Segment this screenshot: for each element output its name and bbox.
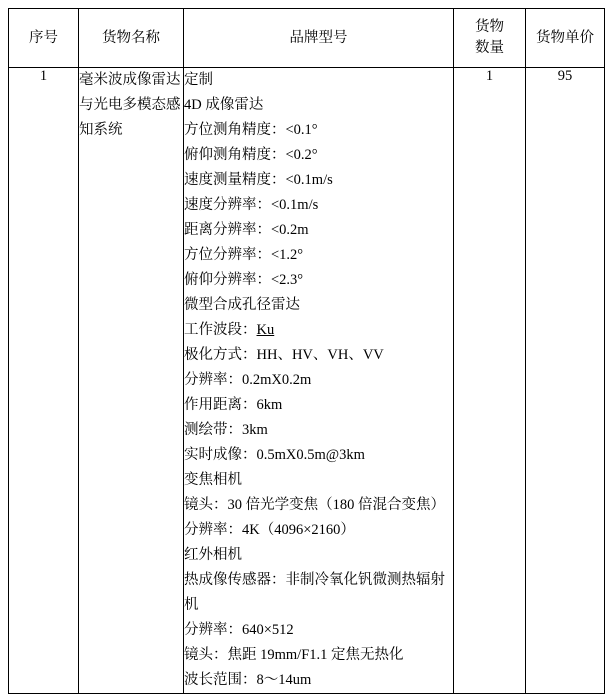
model-spec-line: 分辨率：4K（4096×2160）: [184, 522, 355, 538]
cell-brand-model: [184, 68, 454, 694]
model-spec-line: 作用距离：6km: [184, 397, 283, 413]
table-header-row: [9, 9, 605, 68]
column-header-no: [9, 9, 79, 68]
model-spec-line: 实时成像：0.5mX0.5m@3km: [184, 447, 365, 463]
column-header-name-inner: [79, 9, 183, 67]
column-header-name: [79, 9, 184, 68]
table-header: [9, 9, 605, 68]
column-header-quantity-line2: 数量: [475, 40, 504, 56]
model-spec-line: 测绘带：3km: [184, 422, 268, 438]
model-spec-line: 镜头：30 倍光学变焦（180 倍混合变焦）: [184, 497, 445, 513]
model-spec-line: 定制: [184, 72, 213, 88]
column-header-name-label: 货物名称: [102, 29, 160, 46]
cell-row-number: 1: [9, 68, 79, 694]
table-row: [9, 68, 605, 694]
model-spec-line: 变焦相机: [184, 472, 242, 488]
specification-table: [8, 8, 605, 694]
column-header-model: [184, 9, 454, 68]
column-header-no-inner: [9, 9, 78, 67]
model-spec-line: 分辨率：640×512: [184, 622, 294, 638]
column-header-model-label: 品牌型号: [289, 29, 348, 46]
column-header-quantity-line1: 货物: [475, 19, 504, 35]
model-spec-line: 俯仰测角精度：<0.2°: [184, 147, 318, 163]
column-header-price-inner: [526, 9, 604, 67]
model-spec-line: 速度分辨率：<0.1m/s: [184, 197, 319, 213]
model-spec-line: 方位测角精度：<0.1°: [184, 122, 318, 138]
cell-quantity: 1: [454, 68, 526, 694]
column-header-model-inner: [184, 9, 453, 67]
model-spec-line: 距离分辨率：<0.2m: [184, 222, 309, 238]
model-spec-line: 4D 成像雷达: [184, 97, 264, 113]
column-header-quantity-inner: [454, 9, 525, 67]
model-spec-line: 俯仰分辨率：<2.3°: [184, 272, 304, 288]
model-spec-list: [184, 68, 453, 693]
model-spec-line: 热成像传感器：非制冷氧化钒微测热辐射机: [184, 572, 445, 613]
model-spec-line: 方位分辨率：<1.2°: [184, 247, 304, 263]
model-spec-line: 工作波段：Ku: [184, 322, 275, 338]
cell-goods-name: 毫米波成像雷达与光电多模态感知系统: [79, 68, 184, 694]
column-header-quantity-label: [475, 17, 504, 59]
column-header-price-label: 货物单价: [536, 29, 594, 46]
cell-unit-price: 95: [526, 68, 605, 694]
model-spec-line: 极化方式：HH、HV、VH、VV: [184, 347, 384, 363]
table-body: [9, 68, 605, 694]
model-spec-line: 镜头：焦距 19mm/F1.1 定焦无热化: [184, 647, 404, 663]
column-header-no-label: 序号: [29, 29, 58, 46]
model-spec-line: 速度测量精度：<0.1m/s: [184, 172, 333, 188]
model-spec-line: 微型合成孔径雷达: [184, 297, 300, 313]
column-header-quantity: [454, 9, 526, 68]
model-spec-emphasis: Ku: [256, 322, 275, 338]
model-spec-line: 分辨率：0.2mX0.2m: [184, 372, 312, 388]
model-spec-line: 红外相机: [184, 547, 242, 563]
column-header-price: [526, 9, 605, 68]
model-spec-line: 波长范围：8～14um: [184, 672, 312, 688]
